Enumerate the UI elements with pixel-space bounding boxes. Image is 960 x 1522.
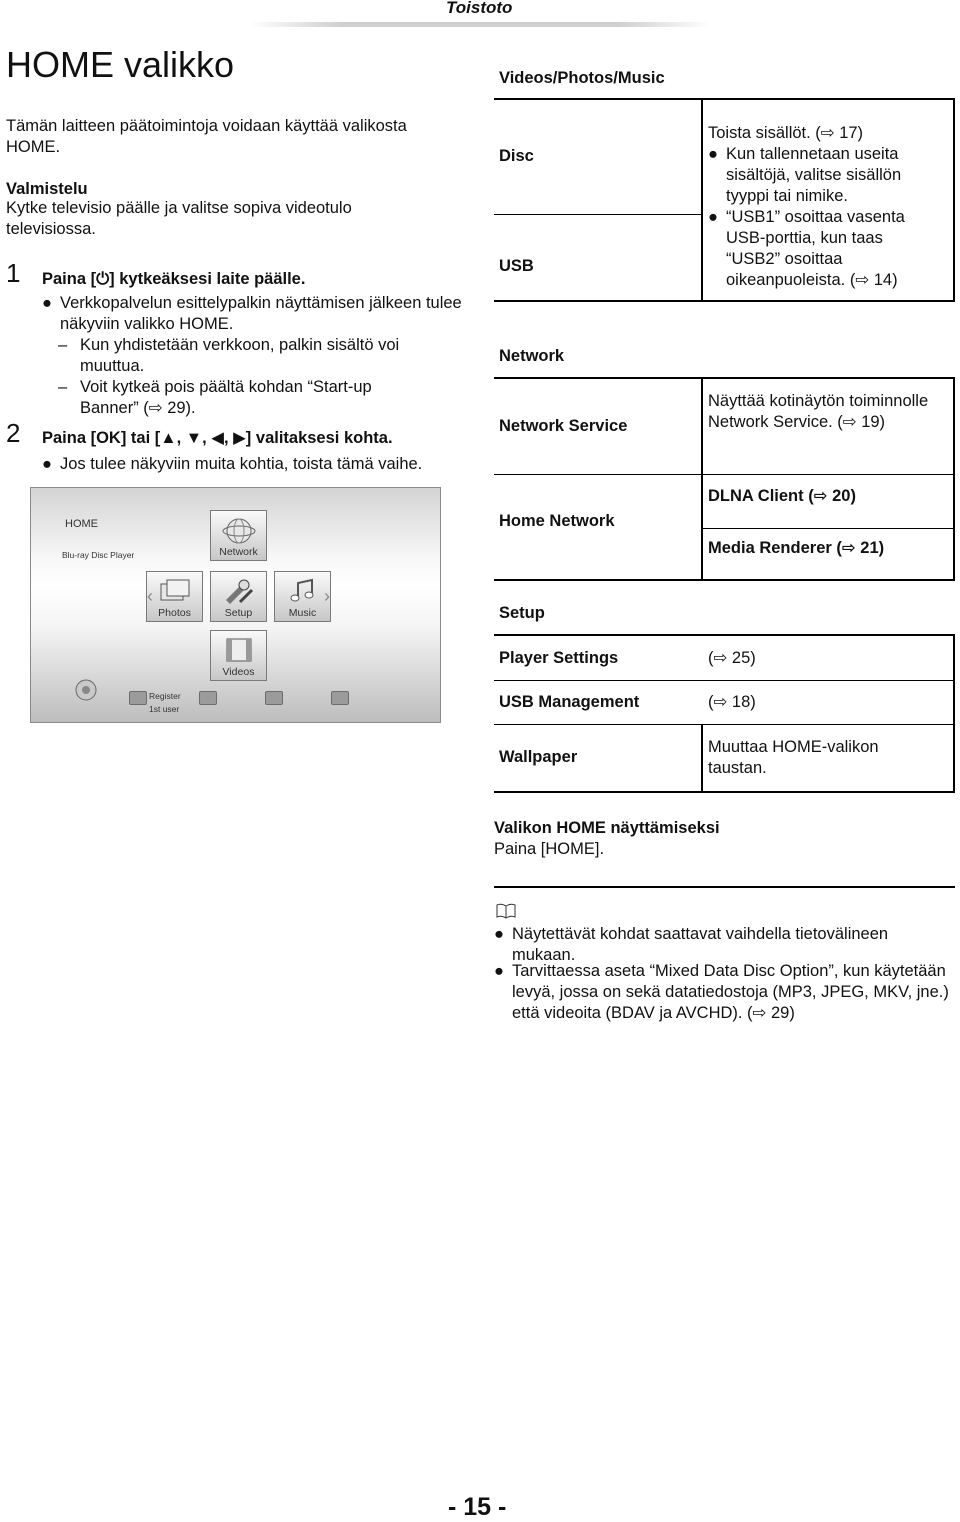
disc-usb-desc: Toista sisällöt. (⇨ 17) [708,124,864,142]
usb-management-label: USB Management [499,693,640,711]
table-rule [494,680,955,681]
intro-text: Tämän laitteen päätoimintoja voidaan käyttää valikosta HOME. [6,117,407,156]
section-rule [250,22,710,27]
section-title: Toistoto [446,0,513,17]
arrow-right-icon: › [324,586,330,606]
prep-text: Kytke televisio päälle ja valitse sopiva videotulo televisiossa. [6,199,352,238]
page-title: HOME valikko [6,44,235,85]
usb-label: USB [499,257,534,275]
step-title: Paina [⏻] kytkeäksesi laite päälle. [42,270,306,288]
step-number: 1 [6,258,21,288]
bullet-icon: ● [42,455,52,473]
table-rule [494,474,955,475]
vpm-heading: Videos/Photos/Music [499,69,665,87]
media-renderer-label: Media Renderer (⇨ 21) [708,539,885,557]
prep-heading: Valmistelu [6,180,88,198]
book-icon [496,903,516,919]
device-name: Blu-ray Disc Player [62,550,135,560]
network-service-desc: Näyttää kotinäytön toiminnolle Network Service. (⇨ 19) [708,392,929,431]
step-number: 2 [6,418,21,448]
music-note-icon [286,578,320,604]
tools-icon [222,578,256,604]
table-divider [953,98,955,302]
display-heading: Valikon HOME näyttämiseksi [494,819,720,837]
dlna-client-label: DLNA Client (⇨ 20) [708,487,856,505]
table-divider [701,377,703,581]
setup-heading: Setup [499,604,545,622]
table-rule [494,98,955,100]
dpad-icon [71,679,101,701]
list-item: ● Verkkopalvelun esittelypalkin näyttämisen jälkeen tulee näkyviin valikko HOME. [42,294,462,333]
arrow-left-icon: ‹ [147,586,153,606]
register-label: Register [149,691,181,701]
list-item: – Voit kytkeä pois päältä kohdan “Start-up Banner” (⇨ 29). [58,378,372,417]
network-tile[interactable]: Network [210,510,267,561]
table-rule [494,214,702,215]
bullet-icon: ● [42,294,52,312]
bullet-icon: ● [708,208,718,226]
table-rule [494,300,955,302]
disc-label: Disc [499,147,534,165]
network-heading: Network [499,347,565,365]
player-settings-label: Player Settings [499,649,619,667]
globe-icon [222,517,256,545]
list-item: ● “USB1” osoittaa vasenta USB-porttia, kun taas “USB2” osoittaa oikeanpuoleista. (⇨ 14) [708,208,905,289]
dash-icon: – [58,378,68,396]
photos-tile[interactable]: Photos [146,571,203,622]
color-key-icon [331,691,349,705]
table-rule [494,377,955,379]
bullet-icon: ● [494,925,504,943]
list-item: ● Kun tallennetaan useita sisältöjä, valitse sisällön tyyppi tai nimike. [708,145,902,205]
film-icon [222,637,256,663]
setup-tile[interactable]: Setup [210,571,267,622]
home-network-label: Home Network [499,512,615,530]
photos-icon [158,578,192,604]
player-settings-ref: (⇨ 25) [708,649,756,667]
wallpaper-label: Wallpaper [499,748,578,766]
list-item: – Kun yhdistetään verkkoon, palkin sisältö voi muuttua. [58,336,400,375]
color-key-icon [265,691,283,705]
videos-tile[interactable]: Videos [210,630,267,681]
table-rule [701,528,955,529]
table-rule [494,791,955,793]
table-rule [494,634,955,636]
usb-management-ref: (⇨ 18) [708,693,756,711]
step-title: Paina [OK] tai [▲, ▼, ◀, ▶] valitaksesi kohta. [42,429,393,447]
color-key-icon [129,691,147,705]
home-menu-screen [30,487,441,723]
table-rule [494,724,955,725]
music-tile[interactable]: Music [274,571,331,622]
bullet-icon: ● [708,145,718,163]
display-text: Paina [HOME]. [494,840,605,858]
table-divider [701,98,703,302]
bullet-icon: ● [494,962,504,980]
user-label: 1st user [149,704,180,714]
table-divider [953,377,955,581]
home-menu-label: HOME [65,518,98,530]
table-rule [494,579,955,581]
dash-icon: – [58,336,68,354]
list-item: ● Tarvittaessa aseta “Mixed Data Disc Option”, kun käytetään levyä, jossa on sekä datatiedostoja (MP3, JPEG, MKV, jne.) että videoita (BDAV ja AVCHD). (⇨ 29) [494,962,949,1022]
list-item: ● Jos tulee näkyviin muita kohtia, toista tämä vaihe. [42,455,423,473]
list-item: ● Näytettävät kohdat saattavat vaihdella tietovälineen mukaan. [494,925,889,964]
notes-rule [494,886,955,888]
network-service-label: Network Service [499,417,628,435]
wallpaper-desc: Muuttaa HOME-valikon taustan. [708,738,879,777]
page-number: - 15 - [448,1493,507,1521]
table-divider [701,724,703,793]
color-key-icon [199,691,217,705]
table-divider [953,634,955,793]
